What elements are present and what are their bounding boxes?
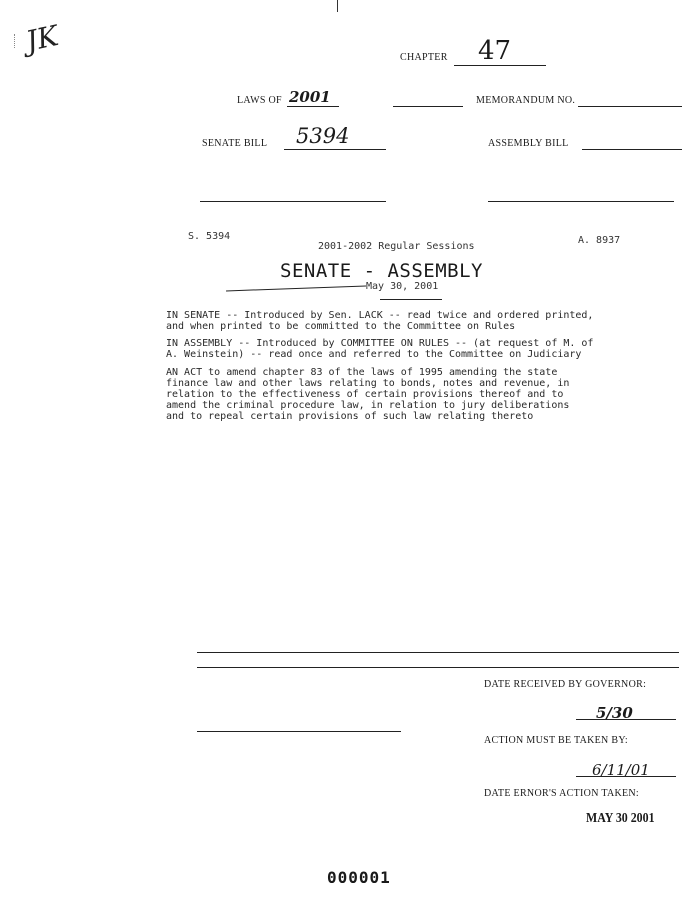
act-line-5: and to repeal certain provisions of such law relating thereto: [166, 411, 534, 422]
footer-rule-2: [197, 667, 679, 668]
chapter-underline: [454, 65, 546, 66]
session-label: 2001-2002 Regular Sessions: [318, 241, 475, 252]
act-line-4: amend the criminal procedure law, in relation to jury deliberations: [166, 400, 570, 411]
memorandum-underline: [578, 106, 682, 107]
governor-action-stamp: MAY 30 2001: [586, 811, 655, 826]
senate-bill-id: S. 5394: [188, 231, 231, 242]
date-received-underline: [576, 719, 676, 720]
blank-line-left: [200, 201, 386, 202]
senate-bill-underline: [284, 149, 386, 150]
act-line-3: relation to the effectiveness of certain provisions thereof and to: [166, 389, 564, 400]
senate-intro-line-1: IN SENATE -- Introduced by Sen. LACK -- read twice and ordered printed,: [166, 310, 594, 321]
act-line-2: finance law and other laws relating to bonds, notes and revenue, in: [166, 378, 570, 389]
blank-line-right: [488, 201, 674, 202]
chapter-label: CHAPTER: [400, 52, 448, 63]
footer-rule-1: [197, 652, 679, 653]
assembly-bill-underline: [582, 149, 682, 150]
chapter-number: 47: [478, 36, 512, 66]
title-senate: SENATE: [280, 260, 352, 282]
action-by-value: 6/11/01: [592, 761, 650, 779]
action-by-label: ACTION MUST BE TAKEN BY:: [484, 735, 629, 746]
assembly-intro-line-2: A. Weinstein) -- read once and referred to the Committee on Judiciary: [166, 349, 582, 360]
bill-title: [280, 260, 483, 282]
blank-line-mid: [393, 106, 463, 107]
senate-bill-number: 5394: [296, 124, 350, 148]
top-tick-mark: [337, 0, 338, 12]
handwritten-initials: JK: [22, 19, 62, 58]
title-separator: -: [351, 260, 388, 282]
title-handwritten-underline: [226, 286, 366, 292]
senate-bill-label: SENATE BILL: [202, 138, 268, 149]
assembly-bill-id: A. 8937: [578, 235, 621, 246]
date-received-label: DATE RECEIVED BY GOVERNOR:: [484, 679, 647, 690]
assembly-intro-line-1: IN ASSEMBLY -- Introduced by COMMITTEE ON RULES -- (at request of M. of: [166, 338, 594, 349]
action-by-underline: [576, 776, 676, 777]
assembly-bill-label: ASSEMBLY BILL: [488, 138, 569, 149]
footer-left-rule: [197, 731, 401, 732]
date-underline: [380, 299, 442, 300]
memorandum-label: MEMORANDUM NO.: [476, 95, 576, 106]
senate-intro-line-2: and when printed to be committed to the Committee on Rules: [166, 321, 516, 332]
laws-of-year: 2001: [289, 88, 331, 106]
laws-of-underline: [287, 106, 339, 107]
page-number: 000001: [327, 868, 391, 887]
governor-action-label: DATE ERNOR'S ACTION TAKEN:: [484, 788, 640, 799]
act-line-1: AN ACT to amend chapter 83 of the laws of 1995 amending the state: [166, 367, 558, 378]
margin-dots: [14, 34, 17, 48]
title-assembly: ASSEMBLY: [387, 260, 483, 282]
bill-date: May 30, 2001: [366, 281, 439, 292]
laws-of-label: LAWS OF: [237, 95, 282, 106]
date-received-value: 5/30: [596, 704, 633, 722]
